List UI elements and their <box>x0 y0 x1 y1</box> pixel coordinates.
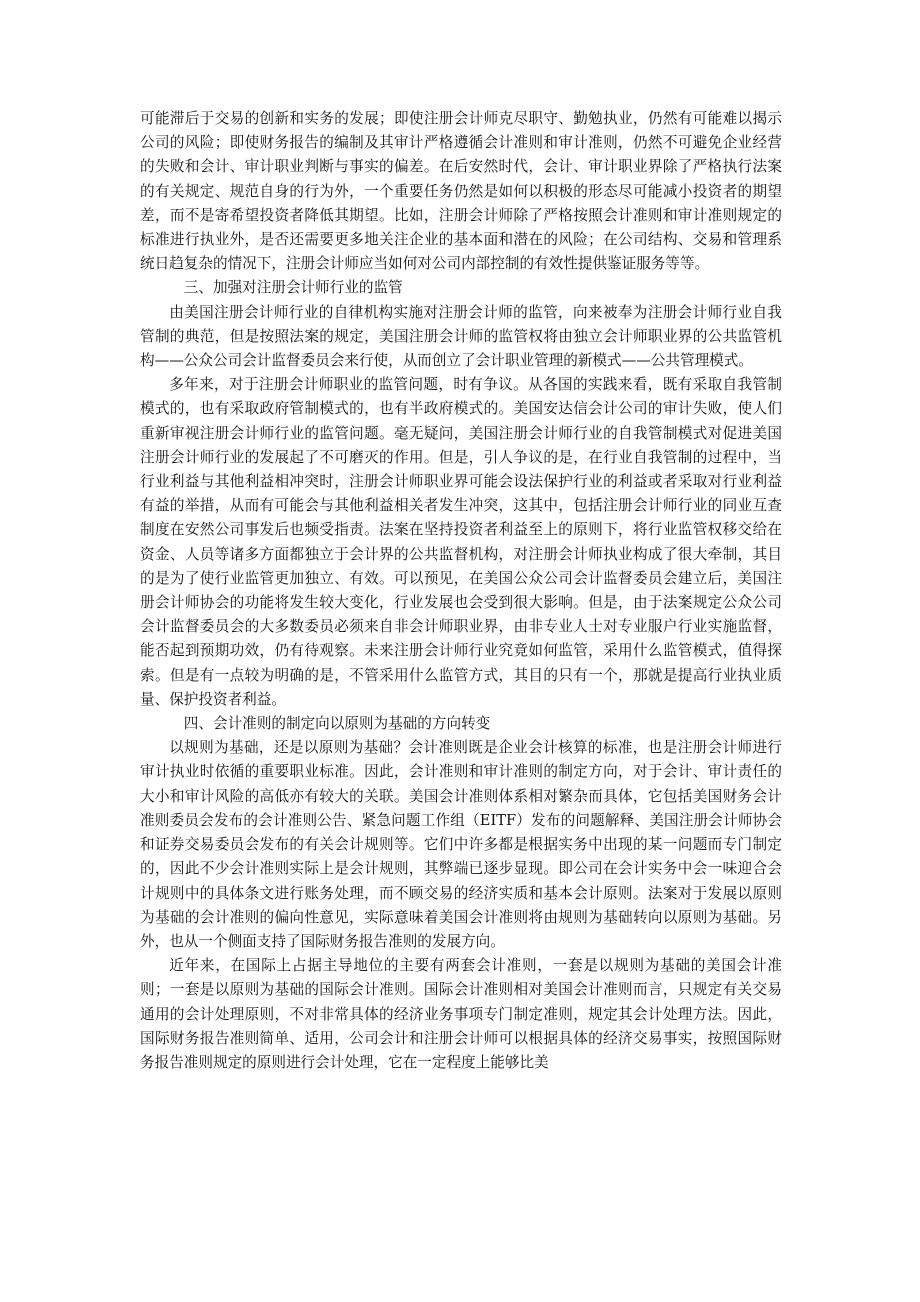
section-heading-3: 三、加强对注册会计师行业的监管 <box>183 279 403 297</box>
paragraph: 多年来，对于注册会计师职业的监管问题，时有争议。从各国的实践来看，既有采取自我管制模式的，也有采取政府管制模式的，也有半政府模式的。美国安达信会计公司的审计失败，使人们重新审视注册会计师行业的监管问题。毫无疑问，美国注册会计师行业的自我管制模式对促进美国注册会计师行业的发展起了不可磨灭的作用。但是，引人争议的是，在行业自我管制的过程中，当行业利益与其他利益相冲突时，注册会计师职业界可能会设法保护行业的利益或者采取对行业利益有益的举措，从而有可能会与其他利益相关者发生冲突，这其中，包括注册会计师行业的同业互查制度在安然公司事发后也频受指责。法案在坚持投资者利益至上的原则下，将行业监管权移交给在资金、人员等诸多方面都独立于会计界的公共监督机构，对注册会计师执业构成了很大牵制，其目的是为了使行业监管更加独立、有效。可以预见，在美国公众公司会计监督委员会建立后，美国注册会计师协会的功能将发生较大变化，行业发展也会受到很大影响。但是，由于法案规定公众公司会计监督委员会的大多数委员必须来自非会计师职业界，由非专业人士对专业服户行业实施监督，能否起到预期功效，仍有待观察。未来注册会计师行业究竟如何监管，采用什么监管模式，值得探索。但是有一点较为明确的是，不管采用什么监管方式，其目的只有一个，那就是提高行业执业质量、保护投资者利益。 <box>140 376 782 708</box>
section-heading-4: 四、会计准则的制定向以原则为基础的方向转变 <box>183 715 491 733</box>
paragraph: 以规则为基础，还是以原则为基础？会计准则既是企业会计核算的标准，也是注册会计师进行审计执业时依循的重要职业标准。因此，会计准则和审计准则的制定方向，对于会计、审计责任的大小和审计风险的高低亦有较大的关联。美国会计准则体系相对繁杂而具体，它包括美国财务会计准则委员会发布的会计准则公告、紧急问题工作组（EITF）发布的问题解释、美国注册会计师协会和证券交易委员会发布的有关会计规则等。它们中许多都是根据实务中出现的某一问题而专门制定的，因此不少会计准则实际上是会计规则，其弊端已逐步显现。即公司在会计实务中会一味迎合会计规则中的具体条文进行账务处理，而不顾交易的经济实质和基本会计原则。法案对于发展以原则为基础的会计准则的偏向性意见，实际意味着美国会计准则将由规则为基础转向以原则为基础。另外，也从一个侧面支持了国际财务报告准则的发展方向。 <box>140 739 782 950</box>
paragraph: 近年来，在国际上占据主导地位的主要有两套会计准则，一套是以规则为基础的美国会计准则；一套是以原则为基础的国际会计准则。国际会计准则相对美国会计准则而言，只规定有关交易通用的会计处理原则，不对非常具体的经济业务事项专门制定准则，规定其会计处理方法。因此，国际财务报告准则简单、适用，公司会计和注册会计师可以根据具体的经济交易事实，按照国际财务报告准则规定的原则进行会计处理，它在一定程度上能够比美 <box>140 957 782 1071</box>
document-page <box>140 107 782 1075</box>
paragraph: 由美国注册会计师行业的自律机构实施对注册会计师的监管，向来被奉为注册会计师行业自我管制的典范，但是按照法案的规定，美国注册会计师的监管权将由独立会计师职业界的公共监管机构——公众公司会计监督委员会来行使，从而创立了会计职业管理的新模式——公共管理模式。 <box>140 303 782 370</box>
paragraph-continuation: 可能滞后于交易的创新和实务的发展；即使注册会计师克尽职守、勤勉执业，仍然有可能难以揭示公司的风险；即使财务报告的编制及其审计严格遵循会计准则和审计准则，仍然不可避免企业经营的失败和会计、审计职业判断与事实的偏差。在后安然时代，会计、审计职业界除了严格执行法案的有关规定、规范自身的行为外，一个重要任务仍然是如何以积极的形态尽可能减小投资者的期望差，而不是寄希望投资者降低其期望。比如，注册会计师除了严格按照会计准则和审计准则规定的标准进行执业外，是否还需要更多地关注企业的基本面和潜在的风险；在公司结构、交易和管理系统日趋复杂的情况下，注册会计师应当如何对公司内部控制的有效性提供鉴证服务等等。 <box>140 110 782 273</box>
